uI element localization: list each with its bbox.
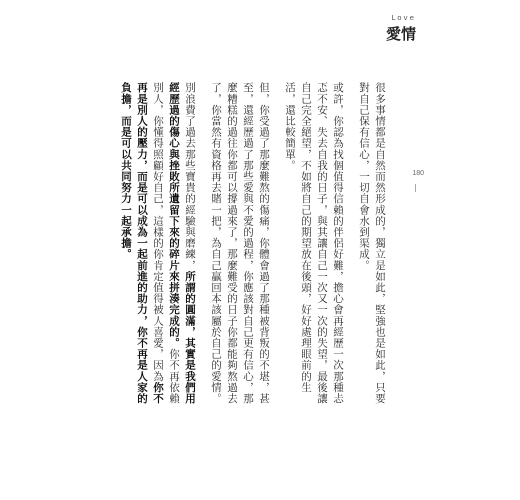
page-number: 180 — [412, 170, 424, 177]
paragraph-2: 或許，你認為找個值得信賴的伴侶好難，擔心會再經歷一次那種忐忑不安、失去自我的日子，與其讓自己一次又一次的失望，最後讓自己完全絕望，不如將自己的期望放在後頭，好好處理眼前的生活，還比較簡單。 — [284, 82, 344, 404]
paragraph-3: 但，你受過了那麼難熬的傷痛，你體會過了那種被背叛的不堪，甚至，還經歷過了那些愛與不愛的過程，你應該對自己更有信心，那麼糟糕的過往你都可以撐過來了，那麼難受的日子你都能夠熬過去了，你當然有資格再去賭一把，為自己贏回本該屬於自己的愛情。 — [210, 82, 270, 404]
chapter-subtitle-en: Love — [391, 14, 416, 22]
paragraph-4-intro: 別浪費了過去那些寶貴的經驗與磨練， — [184, 82, 196, 271]
side-divider — [415, 184, 416, 192]
paragraph-1: 很多事情都是自然而然形成的，獨立是如此，堅強也是如此，只要對自己保有信心，一切自會水到渠成。 — [358, 82, 386, 404]
chapter-title: 愛情 — [385, 25, 416, 43]
paragraph-4 — [118, 82, 198, 412]
paragraph-4-middle: 你不再依賴別人，你懂得照顧好自己，這樣的你肯定值得被人喜愛，因為 — [152, 82, 180, 404]
vertical-text-body — [120, 82, 388, 412]
paragraph-4-emphasis: 所謂的圓滿，其實是我們用經歷過的傷心與挫敗所遺留下來的碎片來拼湊完成的。 — [168, 82, 196, 404]
paragraph-4-emphasis-2: 你不再是別人的壓力，而是可以成為一起前進的助力，你不再是人家的負擔，而是可以共同努力一起承擔。 — [120, 82, 164, 404]
chapter-header — [386, 14, 416, 44]
